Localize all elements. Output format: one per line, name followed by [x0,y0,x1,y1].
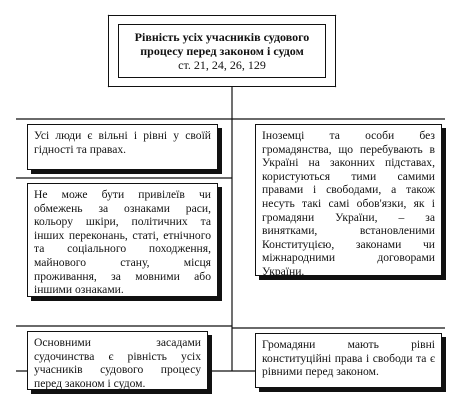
box-right-bottom: Громадяни мають рівні конституційні права і свободи та є рівними перед законом. [255,333,442,388]
title-box [108,15,336,87]
title-inner [118,24,326,78]
box-right-top: Іноземці та особи без громадянства, що перебувають в Україні на законних підставах, користуються тими самими правами і свободами, а також несуть такі самі обов'язки, як і громадяни України, – за винятками, встановленими Конституцією, законами чи міжнародними договорами України. [255,124,442,276]
box-left-middle: Не може бути привілеїв чи обмежень за ознаками раси, кольору шкіри, політичних та інших переконань, статі, етнічного та соціального походження, майнового стану, місця проживання, за мовними або іншими ознаками. [27,183,218,297]
constitution-articles: ст. 21, 24, 26, 129 [178,58,266,72]
diagram-title: Рівність усіх учасників судового процесу перед законом і судом [134,30,310,58]
box-left-top: Усі люди є вільні і рівні у своїй гідності та правах. [27,124,218,170]
box-left-bottom: Основними засадами судочинства є рівність усіх учасників судового процесу перед законом і судом. [27,331,208,390]
